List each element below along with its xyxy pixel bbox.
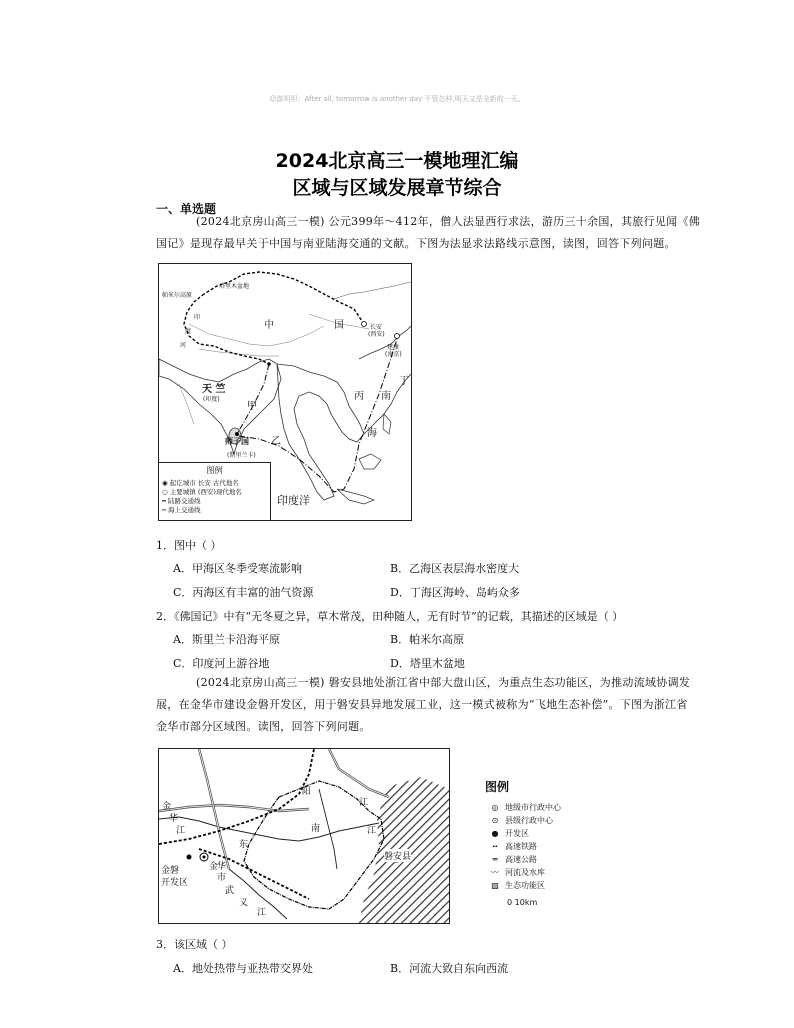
label-bing: 丙 (354, 391, 364, 402)
label-pamir: 帕米尔高原 (162, 292, 193, 299)
sea-route-icon: ╍ (162, 506, 168, 514)
question-1-stem: 1．图中（ ） (156, 539, 222, 552)
map1-legend (159, 462, 271, 520)
label-jinhuashi-3: 市 (217, 873, 227, 883)
label-kaifaqu: 开发区 (161, 878, 189, 888)
q3-option-b[interactable]: B．河流大致自东向西流 (390, 962, 509, 975)
intro-paragraph-1 (156, 211, 716, 255)
start-city-icon: ◉ (162, 479, 170, 487)
prefecture-center-icon: ◎ (491, 803, 499, 812)
label-dong: 东 (239, 840, 249, 850)
map2-legend-title: 图例 (485, 780, 510, 794)
label-hai: 海 (367, 428, 377, 439)
map2-legend (485, 778, 595, 909)
label-jinhua-river-1: 金 (162, 802, 172, 812)
label-jiang-2: 江 (367, 826, 377, 836)
river-reservoir-icon: 〰 (491, 868, 499, 877)
label-jiang-3: 江 (257, 908, 267, 918)
label-guo: 国 (334, 320, 344, 331)
q1-option-b[interactable]: B．乙海区表层海水密度大 (390, 562, 520, 575)
label-wu: 武 (225, 886, 235, 896)
label-srilanka: (斯里兰卡) (227, 452, 256, 459)
faxian-route-map (158, 263, 412, 521)
intro2-line1: (2024北京房山高三一模) 磐安县地处浙江省中部大盘山区，为重点生态功能区，为推动流域协调发 (196, 676, 691, 689)
q2-option-d[interactable]: D．塔里木盆地 (390, 657, 465, 670)
label-nan: 南 (381, 391, 391, 402)
map2-legend-item3: ● 开发区 (485, 827, 595, 840)
label-zhong: 中 (264, 320, 274, 331)
label-jinhua-river-3: 江 (176, 826, 186, 836)
jinhua-region-map (158, 748, 450, 924)
jinhua-map-graphic (159, 749, 449, 923)
intro2-line2: 展，在金华市建设金磐开发区，用于磐安县异地发展工业，这一模式被称为“飞地生态补偿”。下图为浙江省 (156, 698, 688, 711)
label-tarim: 塔里木盆地 (219, 283, 250, 290)
map2-scale-bar: 0 10km (507, 898, 538, 907)
label-tianzhu: 天 竺 (202, 384, 226, 395)
development-zone-icon: ● (491, 829, 499, 838)
label-yang: 阳 (302, 787, 312, 797)
high-speed-rail-icon: ┅ (492, 842, 498, 851)
q2-option-b[interactable]: B．帕米尔高原 (390, 633, 465, 646)
header-watermark: ☺游坦坦：After all, tomorrow is another day 不管怎样,明天又是全新的一天。 (269, 95, 525, 103)
q1-option-d[interactable]: D．丁海区海岭、岛屿众多 (390, 586, 520, 599)
town-icon: ○ (162, 488, 170, 496)
label-jiankang: 建康 (387, 344, 400, 351)
map2-legend-item7: ▨ 生态功能区 (485, 879, 595, 892)
intro-paragraph-2 (156, 672, 716, 738)
county-center-icon: ⊙ (491, 816, 499, 825)
map1-legend-item1: ◉ 起讫城市 长安 古代地名 (162, 479, 239, 487)
label-jinhua-river-2: 华 (169, 814, 179, 824)
map2-legend-item5: ═ 高速公路 (485, 853, 595, 866)
label-nan: 南 (311, 824, 321, 834)
map2-legend-item2: ⊙ 县级行政中心 (485, 814, 595, 827)
q2-option-c[interactable]: C．印度河上游谷地 (173, 657, 270, 670)
label-indian-ocean: 印度洋 (277, 494, 310, 507)
intro1-line2: 国记》是现存最早关于中国与南亚陆海交通的文献。下图为法显求法路线示意图，读图，回答下列问题。 (156, 237, 676, 250)
map1-legend-item2: ○ 主要城镇 (西安)现代地名 (162, 488, 242, 496)
label-xian: (西安) (368, 331, 385, 338)
intro2-line3: 金华市部分区域图。读图，回答下列问题。 (156, 720, 371, 733)
expressway-icon: ═ (492, 855, 498, 864)
label-jiang-1: 江 (359, 798, 369, 808)
label-nanjing: (南京) (385, 351, 402, 358)
q1-option-c[interactable]: C．丙海区有丰富的油气资源 (173, 586, 314, 599)
q3-option-a[interactable]: A．地处热带与亚热带交界处 (173, 962, 313, 975)
map1-legend-title: 图例 (206, 466, 223, 475)
document-title: 2024北京高三一模地理汇编 (275, 150, 519, 172)
label-yi: 义 (239, 898, 249, 908)
question-2-stem: 2．《佛国记》中有“无冬夏之异，草木常茂，田种随人，无有时节”的记载，其描述的区域是（ ） (156, 610, 624, 623)
label-du: 度 (185, 328, 192, 335)
label-yi: 乙 (271, 436, 281, 447)
land-route-icon: ━ (162, 497, 168, 505)
label-jinhuashi-1: 金 (209, 862, 219, 872)
label-he: 河 (180, 342, 187, 349)
q1-option-a[interactable]: A．甲海区冬季受寒流影响 (173, 562, 302, 575)
intro1-line1: (2024北京房山高三一模) 公元399年～412年，僧人法显西行求法，游历三十余国，其旅行见闻《佛 (196, 215, 701, 228)
label-jia: 甲 (247, 401, 257, 412)
map1-legend-item3: ━ 陆路交通线 (162, 497, 201, 505)
document-subtitle: 区域与区域发展章节综合 (292, 177, 502, 199)
map2-legend-item4: ┅ 高速铁路 (485, 840, 595, 853)
q2-option-a[interactable]: A．斯里兰卡沿海平原 (173, 633, 280, 646)
label-panan: 磐安县 (384, 849, 411, 862)
map2-legend-item6: 〰 河流及水库 (485, 866, 595, 879)
label-ding: 丁 (399, 376, 409, 387)
question-3-stem: 3．该区域（ ） (156, 938, 233, 951)
label-changan: 长安 (370, 324, 383, 331)
section-heading: 一、单选题 (156, 202, 217, 216)
label-jinpan: 金磐 (161, 866, 180, 876)
map2-legend-item1: ◎ 地级市行政中心 (485, 801, 595, 814)
label-india: (印度) (203, 396, 220, 403)
label-yin: 印 (194, 314, 201, 321)
map1-legend-item4: ╍ 海上交通线 (162, 506, 201, 514)
label-shiziguo: 师子国 (225, 437, 249, 446)
label-jinhuashi-2: 华 (217, 862, 227, 872)
eco-zone-icon: ▨ (491, 881, 499, 890)
